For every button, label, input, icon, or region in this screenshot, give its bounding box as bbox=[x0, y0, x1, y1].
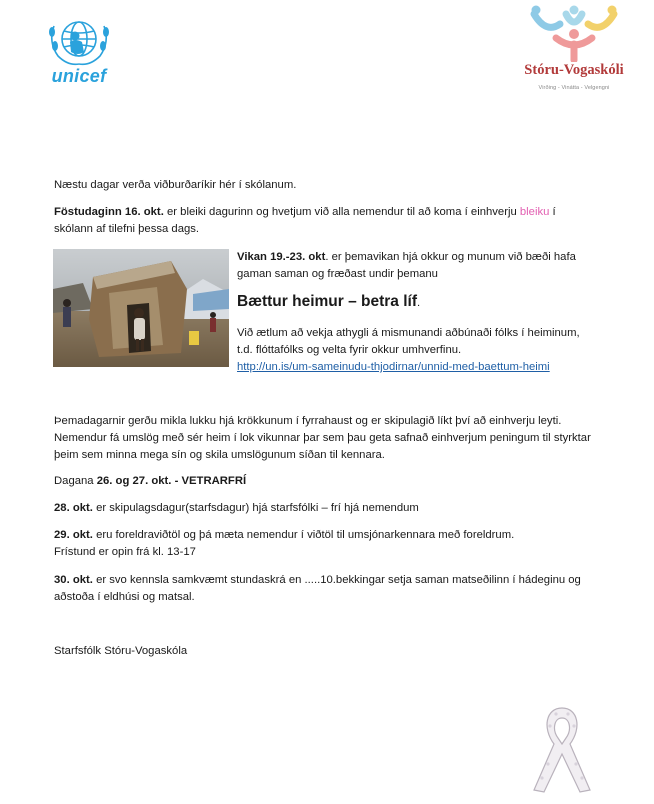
people-emblem-icon bbox=[518, 4, 630, 62]
theme-week-paragraph bbox=[237, 249, 597, 283]
theme-week-text: . er þemavikan hjá okkur og munum við bæði hafa gaman saman og fræðast undir þemanu bbox=[237, 251, 576, 280]
teaching-day-paragraph bbox=[54, 572, 599, 606]
unicef-emblem-icon bbox=[40, 12, 118, 68]
intro-line: Næstu dagar verða viðburðaríkir hér í skólanum. bbox=[54, 179, 297, 191]
fall-break-dates: 26. og 27. okt. - VETRARFRÍ bbox=[96, 475, 247, 487]
pink-day-text-a: er bleiki dagurinn og hvetjum við alla nemendur til að koma í einhverju bbox=[163, 206, 520, 218]
after-school-line: Frístund er opin frá kl. 13-17 bbox=[54, 546, 196, 558]
pink-day-paragraph bbox=[54, 204, 594, 238]
shelter-photo-icon bbox=[53, 249, 229, 367]
theme-title: Bættur heimur – betra líf bbox=[237, 293, 417, 310]
signature: Starfsfólk Stóru-Vogaskóla bbox=[54, 645, 188, 657]
theme-link-line bbox=[237, 359, 617, 376]
unicef-wordmark: unicef bbox=[51, 66, 107, 86]
theme-title-line bbox=[237, 292, 597, 312]
planning-day-date: 28. okt. bbox=[54, 502, 93, 514]
theme-link[interactable]: http://un.is/um-sameinudu-thjodirnar/unnid-med-baettum-heimi bbox=[237, 361, 550, 373]
theme-body: Við ætlum að vekja athygli á mismunandi aðbúnaði fólks í heiminum, t.d. flóttafólks og velta fyrir okkur umhverfinu. bbox=[237, 327, 580, 356]
planning-day-line bbox=[54, 500, 594, 517]
pink-word: bleiku bbox=[519, 206, 550, 218]
teaching-day-text: er svo kennsla samkvæmt stundaskrá en .....10.bekkingar setja saman matseðilinn í hádeginu og aðstoða í eldhúsi og matsal. bbox=[54, 574, 581, 603]
pink-day-date: Föstudaginn 16. okt. bbox=[54, 206, 164, 218]
school-motto: Virðing - Vinátta - Velgengni bbox=[538, 85, 610, 91]
school-logo bbox=[518, 4, 630, 94]
planning-day-text: er skipulagsdagur(starfsdagur) hjá starfsfólki – frí hjá nemendum bbox=[92, 502, 419, 514]
fall-break-lead: Dagana bbox=[54, 475, 97, 487]
theme-week-date: Vikan 19.-23. okt bbox=[237, 251, 326, 263]
teaching-day-date: 30. okt. bbox=[54, 574, 93, 586]
parent-interviews-line bbox=[54, 527, 594, 544]
refugee-shelter-photo bbox=[53, 249, 229, 367]
school-name: Stóru-Vogaskóli bbox=[524, 62, 624, 78]
awareness-ribbon-icon bbox=[512, 698, 612, 798]
theme-days-paragraph: Þemadagarnir gerðu mikla lukku hjá krökkunum í fyrrahaust og er skipulagið líkt því að einhverju leyti. Nemendur fá umslög með sér heim í lok vikunnar þar sem þau geta safnað einhverjum peningum til styrktar þeim sem minna mega sín og skila umslögunum síðan til kennara. bbox=[54, 415, 591, 461]
parent-interviews-text: eru foreldraviðtöl og þá mæta nemendur í viðtöl til umsjónarkennara með foreldrum. bbox=[92, 529, 515, 541]
unicef-logo bbox=[40, 12, 118, 92]
fall-break-line bbox=[54, 473, 594, 490]
pink-day-text-b: í skólann af tilefni þessa dags. bbox=[54, 206, 556, 235]
theme-title-dot: . bbox=[417, 297, 421, 309]
ribbon-image bbox=[512, 698, 612, 798]
parent-interviews-date: 29. okt. bbox=[54, 529, 93, 541]
